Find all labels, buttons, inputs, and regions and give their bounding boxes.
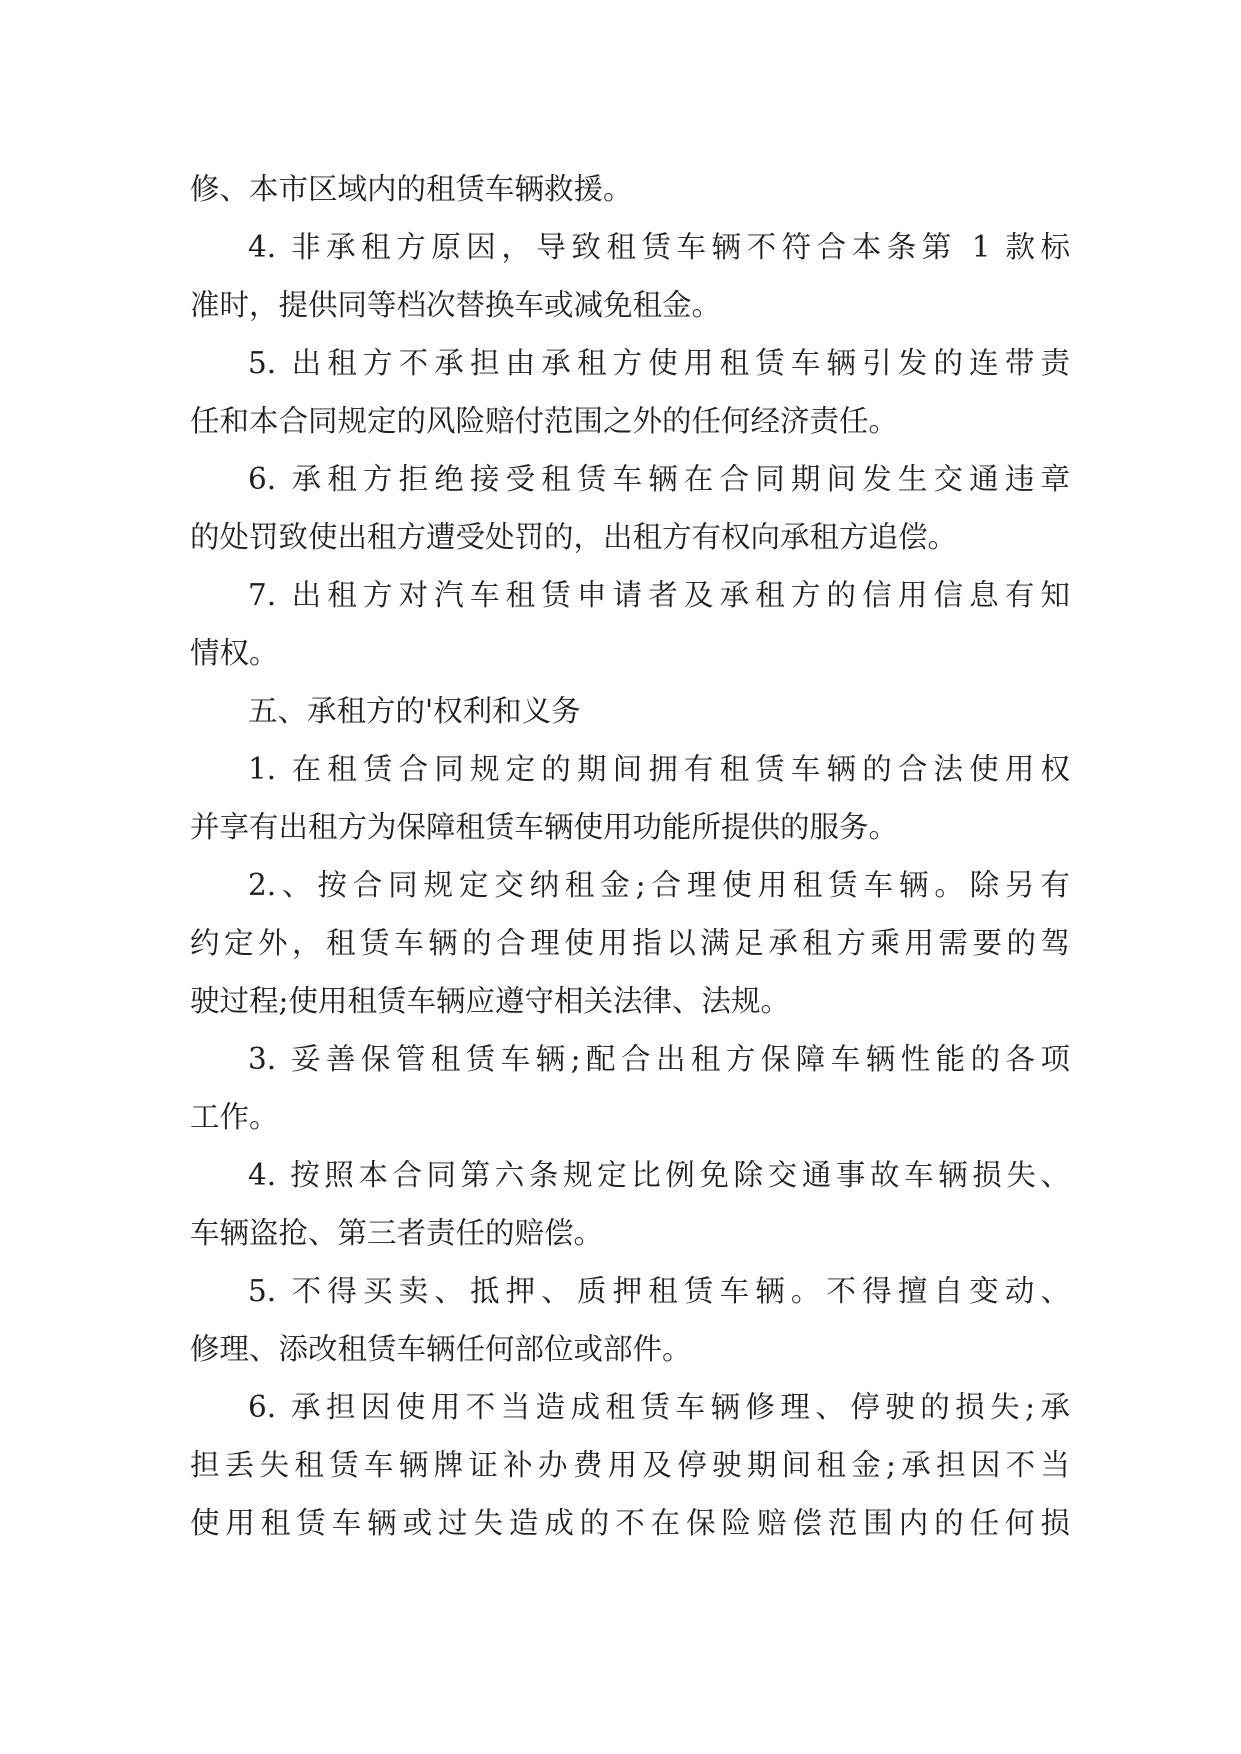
text-line: 约定外，租赁车辆的合理使用指以满足承租方乘用需要的驾 [190,926,1070,960]
paragraph-lessee-item-5 [190,1262,1070,1378]
text-line: 5. 不得买卖、抵押、质押租赁车辆。不得擅自变动、 [248,1274,1070,1308]
text-line: 修理、添改租赁车辆任何部位或部件。 [190,1332,692,1366]
text-line: 任和本合同规定的风险赔付范围之外的任何经济责任。 [190,404,899,438]
text-line: 车辆盗抢、第三者责任的赔偿。 [190,1216,604,1250]
text-line: 使用租赁车辆或过失造成的不在保险赔偿范围内的任何损 [190,1506,1070,1540]
paragraph-lessor-item-7 [190,566,1070,682]
text-line: 6. 承租方拒绝接受租赁车辆在合同期间发生交通违章 [248,462,1070,496]
document-body [190,160,1070,1552]
paragraph-lessor-item-5 [190,334,1070,450]
paragraph-lessee-item-1 [190,740,1070,856]
text-line: 3. 妥善保管租赁车辆;配合出租方保障车辆性能的各项 [248,1042,1070,1076]
paragraph-lessee-item-3 [190,1030,1070,1146]
text-line: 准时，提供同等档次替换车或减免租金。 [190,288,722,322]
paragraph-lessee-item-6 [190,1378,1070,1552]
section-heading-lessee-rights [190,682,1070,740]
text-line: 5. 出租方不承担由承租方使用租赁车辆引发的连带责 [248,346,1070,380]
text-line: 驶过程;使用租赁车辆应遵守相关法律、法规。 [190,984,790,1018]
text-line: 2.、按合同规定交纳租金;合理使用租赁车辆。除另有 [248,868,1070,902]
text-line: 1. 在租赁合同规定的期间拥有租赁车辆的合法使用权 [248,752,1070,786]
text-line: 4. 按照本合同第六条规定比例免除交通事故车辆损失、 [248,1158,1070,1192]
paragraph-lessee-item-4 [190,1146,1070,1262]
text-line: 7. 出租方对汽车租赁申请者及承租方的信用信息有知 [248,578,1070,612]
text-line: 4. 非承租方原因，导致租赁车辆不符合本条第 1 款标 [248,230,1070,264]
paragraph-lessor-item-4 [190,218,1070,334]
paragraph-continuation [190,160,1070,218]
text-line: 担丢失租赁车辆牌证补办费用及停驶期间租金;承担因不当 [190,1448,1070,1482]
text-line: 的处罚致使出租方遭受处罚的，出租方有权向承租方追偿。 [190,520,958,554]
text-line: 情权。 [190,636,279,670]
text-line: 工作。 [190,1100,279,1134]
text-line: 6. 承担因使用不当造成租赁车辆修理、停驶的损失;承 [248,1390,1070,1424]
paragraph-lessor-item-6 [190,450,1070,566]
section-heading: 五、承租方的'权利和义务 [248,694,581,728]
paragraph-lessee-item-2 [190,856,1070,1030]
text-line: 并享有出租方为保障租赁车辆使用功能所提供的服务。 [190,810,899,844]
text-line: 修、本市区域内的租赁车辆救援。 [190,172,633,206]
